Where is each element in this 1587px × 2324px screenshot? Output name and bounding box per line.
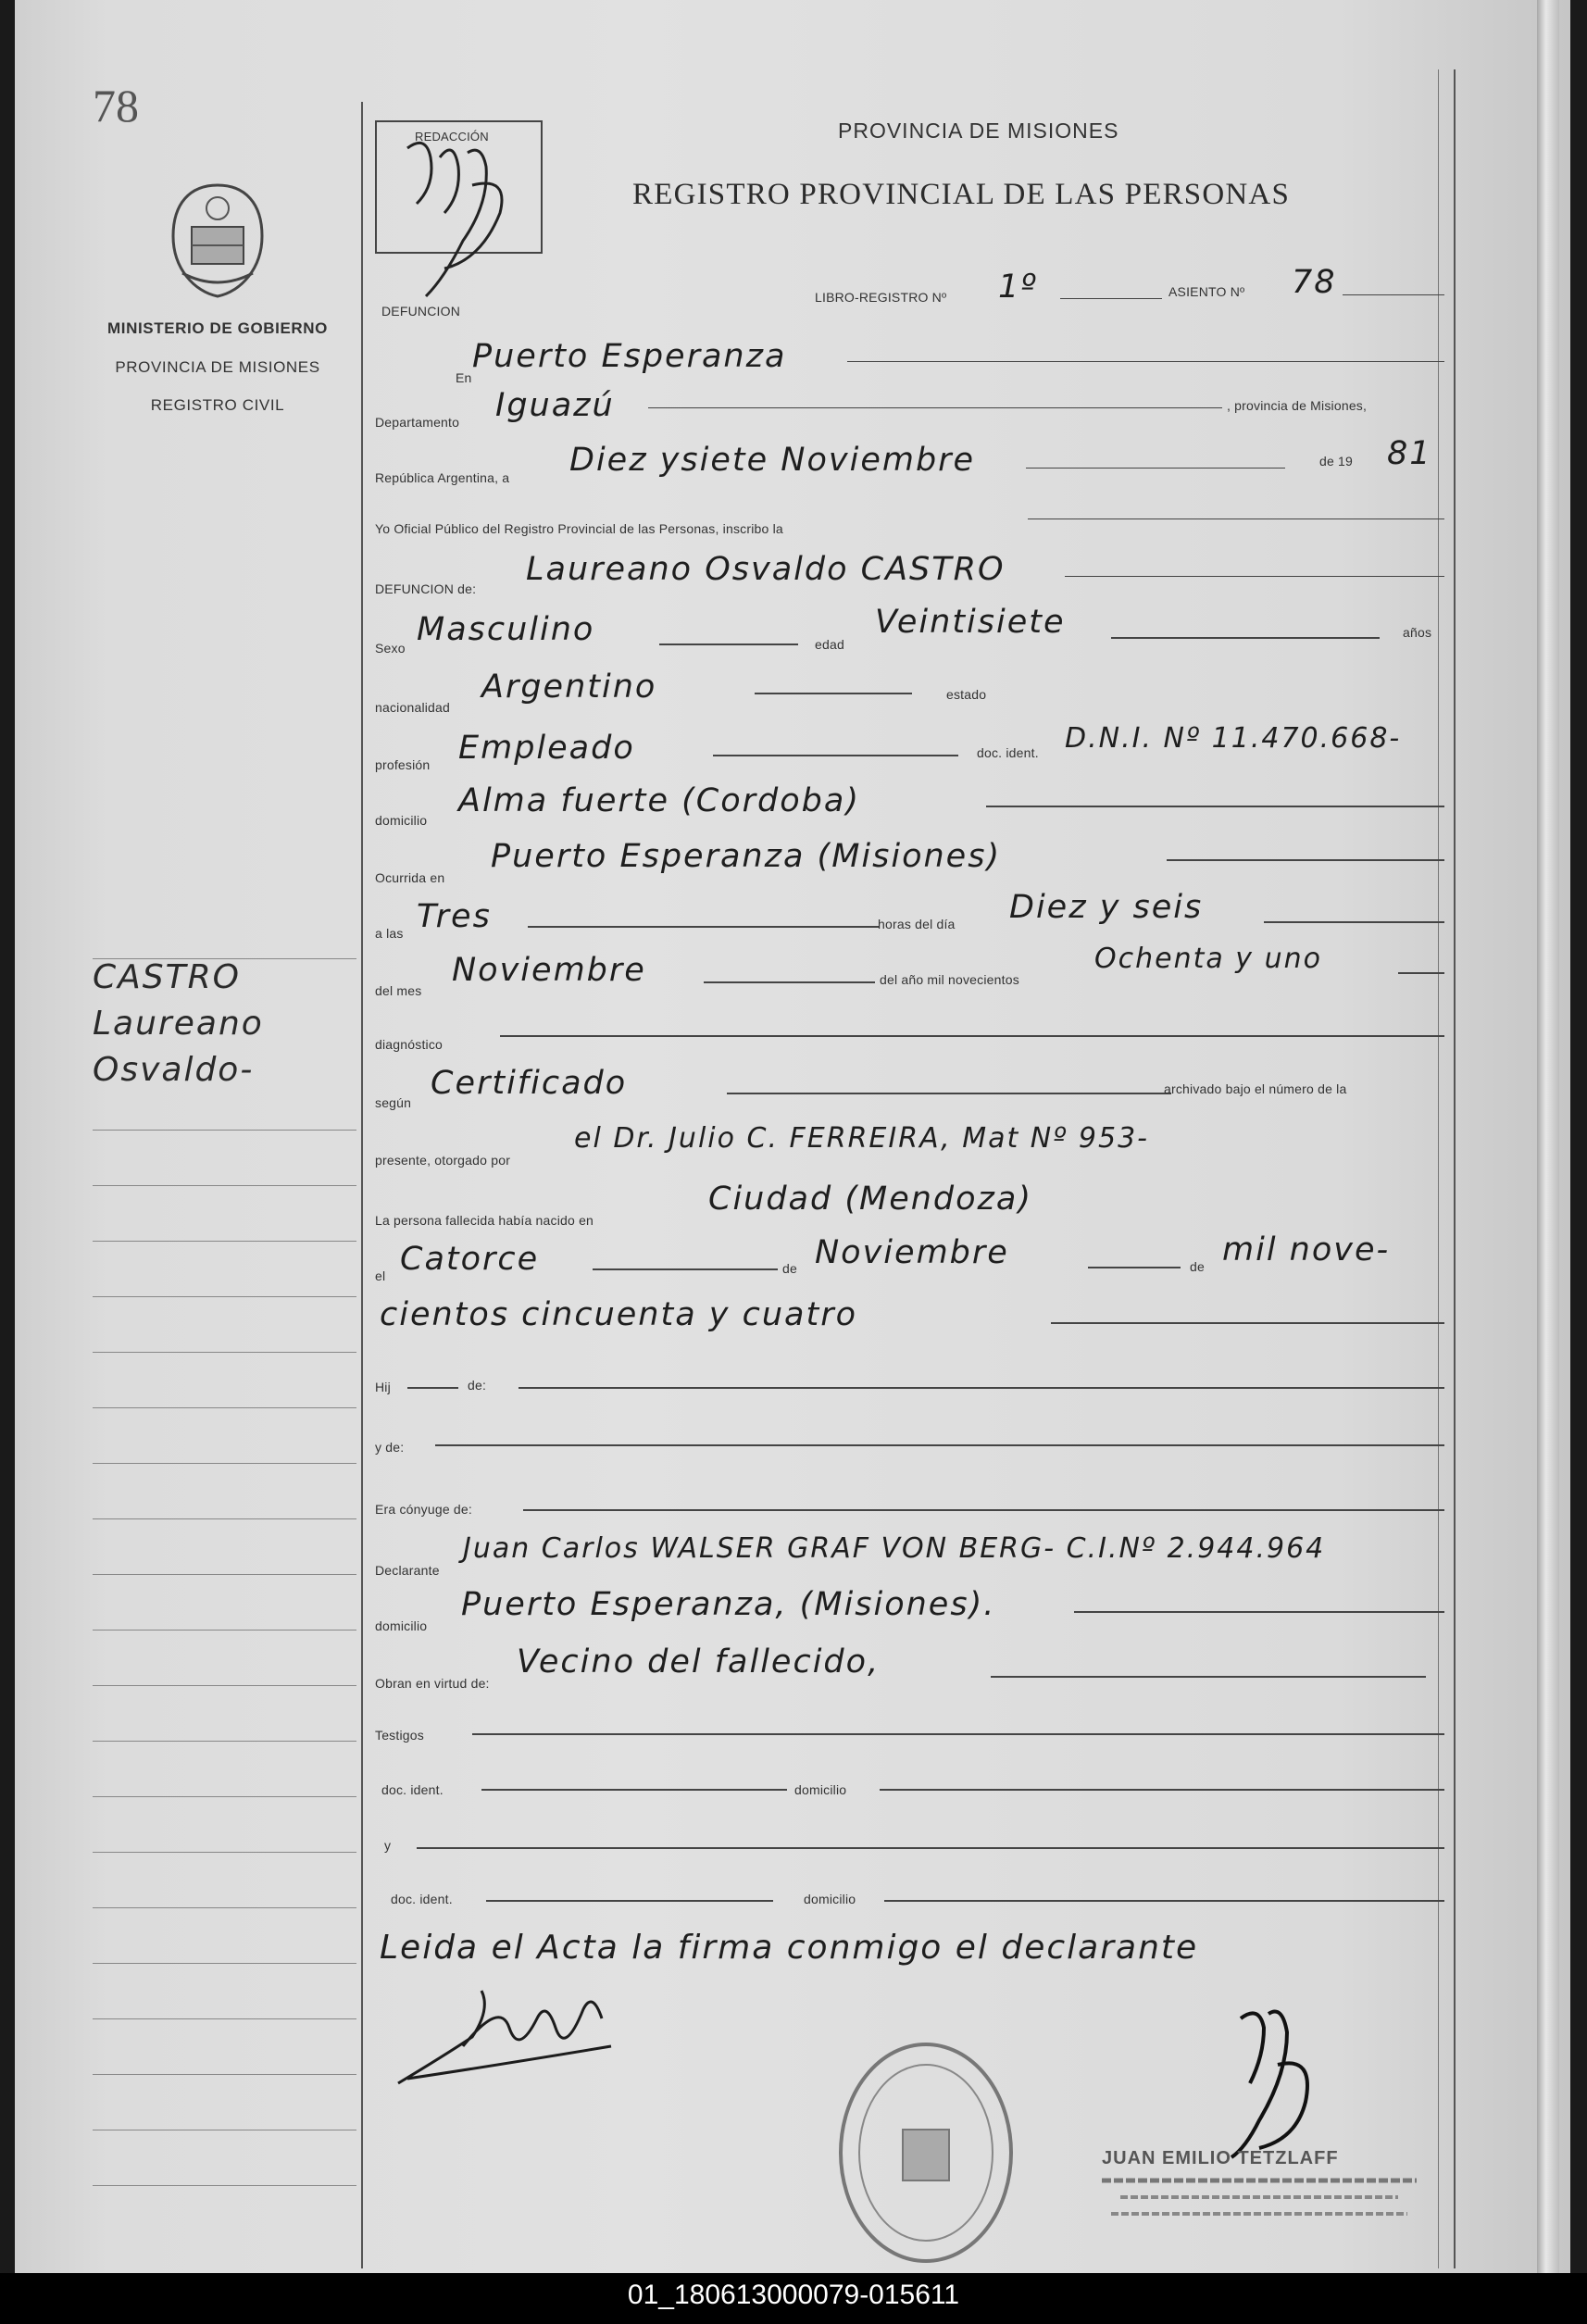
- el-label: el: [375, 1268, 386, 1283]
- edad-value: Veintisiete: [875, 604, 1066, 641]
- year-prefix-label: de 19: [1319, 454, 1354, 469]
- archivado-label: archivado bajo el número de la: [1164, 1081, 1347, 1096]
- hij-de-label: de:: [468, 1378, 487, 1393]
- sexo-value: Masculino: [417, 611, 595, 648]
- en-label: En: [456, 370, 472, 385]
- nacionalidad-line: [755, 693, 912, 694]
- dia-value: Diez y seis: [1009, 889, 1204, 926]
- ocurrida-line: [1167, 859, 1444, 861]
- testigo2-dom-line: [884, 1900, 1444, 1902]
- conyuge-label: Era cónyuge de:: [375, 1502, 472, 1517]
- nacionalidad-label: nacionalidad: [375, 700, 451, 715]
- alas-label: a las: [375, 926, 404, 941]
- domicilio2-label: domicilio: [375, 1618, 428, 1633]
- segun-label: según: [375, 1095, 412, 1110]
- testigos-label: Testigos: [375, 1728, 424, 1743]
- asiento-value: 78: [1292, 264, 1337, 301]
- testigo1-dom-label: domicilio: [794, 1782, 847, 1797]
- official-seal-icon: [833, 2037, 1018, 2268]
- mes2-value: Noviembre: [815, 1234, 1009, 1271]
- official-stamp-text-lines-icon: [1093, 2171, 1426, 2227]
- form-right-border: [1454, 69, 1456, 2268]
- oficial-label: Yo Oficial Público del Registro Provincial de las Personas, inscribo la: [375, 521, 783, 536]
- republica-label: República Argentina, a: [375, 470, 510, 485]
- ministry-name: MINISTERIO DE GOBIERNO: [107, 319, 328, 337]
- declarante-label: Declarante: [375, 1563, 440, 1578]
- deceased-name: Laureano Osvaldo CASTRO: [526, 551, 1006, 588]
- ano2-line: [1051, 1322, 1444, 1324]
- redaccion-label: REDACCIÓN: [415, 130, 489, 144]
- testigo1-dom-line: [880, 1789, 1444, 1791]
- book-spine: [1537, 0, 1559, 2273]
- dia-line: [1264, 921, 1444, 923]
- diagnostico-label: diagnóstico: [375, 1037, 444, 1052]
- hij-label: Hij: [375, 1380, 391, 1394]
- obran-line: [991, 1676, 1426, 1678]
- form-left-border: [361, 102, 363, 2268]
- edad-label: edad: [815, 637, 844, 652]
- presente-label: presente, otorgado por: [375, 1153, 511, 1168]
- provincial-coat-of-arms-icon: [162, 181, 273, 301]
- asiento-label: ASIENTO Nº: [1168, 284, 1245, 299]
- testigo2-doc-line: [486, 1900, 773, 1902]
- mes-value: Noviembre: [452, 952, 646, 989]
- en-value: Puerto Esperanza: [472, 338, 787, 375]
- hij-line: [519, 1387, 1444, 1389]
- segun-line: [727, 1093, 1171, 1094]
- deceased-line: [1065, 576, 1444, 577]
- profesion-label: profesión: [375, 757, 431, 772]
- margin-note-firstname: Laureano: [93, 1005, 264, 1043]
- margin-note-middlename: Osvaldo-: [93, 1051, 255, 1089]
- page-number: 78: [93, 80, 139, 131]
- yde-line: [435, 1444, 1444, 1446]
- estado-label: estado: [946, 687, 987, 702]
- form-right-inner-border: [1438, 69, 1439, 2268]
- asiento-line: [1343, 294, 1444, 295]
- ocurrida-value: Puerto Esperanza (Misiones): [491, 838, 1002, 875]
- ano-line: [1398, 972, 1444, 974]
- obran-value: Vecino del fallecido,: [517, 1643, 881, 1681]
- domicilio-label: domicilio: [375, 813, 428, 828]
- header-province: PROVINCIA DE MISIONES: [838, 119, 1119, 143]
- conyuge-line: [523, 1509, 1444, 1511]
- edad-line: [1111, 637, 1380, 639]
- fecha-line: [1026, 468, 1285, 469]
- ano2-value: mil nove-: [1222, 1231, 1391, 1268]
- libro-label: LIBRO-REGISTRO Nº: [815, 290, 947, 305]
- profesion-line: [713, 755, 958, 756]
- official-stamp-name: JUAN EMILIO TETZLAFF: [1102, 2148, 1339, 2168]
- libro-line: [1060, 298, 1162, 299]
- departamento-value: Iguazú: [495, 387, 615, 424]
- margin-note-surname: CASTRO: [93, 958, 241, 996]
- declarante-value: Juan Carlos WALSER GRAF VON BERG- C.I.Nº 2.944.964: [463, 1532, 1326, 1565]
- de2-label: de: [782, 1261, 797, 1276]
- doc-ident-value: D.N.I. Nº 11.470.668-: [1065, 722, 1402, 755]
- delmes-label: del mes: [375, 983, 422, 998]
- domicilio2-value: Puerto Esperanza, (Misiones).: [461, 1586, 996, 1623]
- testigo1-doc-label: doc. ident.: [381, 1782, 444, 1797]
- nacionalidad-value: Argentino: [481, 668, 657, 706]
- segun-value: Certificado: [431, 1065, 628, 1102]
- official-signature-icon: [1213, 2000, 1324, 2162]
- year-value: 81: [1387, 435, 1432, 472]
- defuncion-type-label: DEFUNCION: [381, 304, 461, 319]
- redaccion-signature-icon: [389, 130, 528, 306]
- el-line: [593, 1268, 778, 1270]
- departamento-line: [648, 407, 1222, 408]
- presente-value: el Dr. Julio C. FERREIRA, Mat Nº 953-: [574, 1122, 1149, 1155]
- sexo-label: Sexo: [375, 641, 406, 656]
- closing-statement: Leida el Acta la firma conmigo el declarante: [380, 1929, 1199, 1967]
- ministry-province: PROVINCIA DE MISIONES: [115, 358, 320, 376]
- provincia-label: , provincia de Misiones,: [1227, 398, 1368, 413]
- profesion-value: Empleado: [458, 730, 635, 767]
- obran-label: Obran en virtud de:: [375, 1676, 490, 1691]
- domicilio-line: [986, 806, 1444, 807]
- anos-label: años: [1403, 625, 1432, 640]
- nacido-value: Ciudad (Mendoza): [708, 1181, 1033, 1218]
- footer-image-id: 01_180613000079-015611: [627, 2280, 960, 2310]
- testigo2-dom-label: domicilio: [804, 1892, 856, 1906]
- ano-value: Ochenta y uno: [1094, 943, 1322, 975]
- declarant-signature-icon: [389, 1972, 630, 2102]
- testigo2-doc-label: doc. ident.: [391, 1892, 453, 1906]
- de3-label: de: [1190, 1259, 1205, 1274]
- testigos-line: [472, 1733, 1444, 1735]
- el-value: Catorce: [400, 1241, 540, 1278]
- testigo1-doc-line: [481, 1789, 787, 1791]
- diagnostico-line: [500, 1035, 1444, 1037]
- en-line: [847, 361, 1444, 362]
- header-registry: REGISTRO PROVINCIAL DE LAS PERSONAS: [632, 178, 1291, 211]
- mes-line: [704, 981, 875, 983]
- hij-short-line: [407, 1387, 458, 1389]
- ocurrida-label: Ocurrida en: [375, 870, 445, 885]
- mes2-line: [1088, 1267, 1181, 1268]
- testigo2-line: [417, 1847, 1444, 1849]
- y-label: y: [384, 1838, 392, 1853]
- alas-line: [528, 926, 880, 928]
- libro-value: 1º: [998, 269, 1038, 306]
- sexo-line: [659, 643, 798, 645]
- ministry-registry: REGISTRO CIVIL: [150, 396, 285, 414]
- doc-ident-label: doc. ident.: [977, 745, 1039, 760]
- departamento-label: Departamento: [375, 415, 460, 430]
- ano2-cont-value: cientos cincuenta y cuatro: [380, 1296, 858, 1333]
- horas-label: horas del día: [878, 917, 956, 931]
- nacido-label: La persona fallecida había nacido en: [375, 1213, 594, 1228]
- yde-label: y de:: [375, 1440, 405, 1455]
- alas-value: Tres: [417, 898, 492, 935]
- defuncion-de-label: DEFUNCION de:: [375, 581, 477, 596]
- domicilio2-line: [1074, 1611, 1444, 1613]
- fecha-value: Diez ysiete Noviembre: [569, 442, 976, 479]
- delano-label: del año mil novecientos: [880, 972, 1019, 987]
- domicilio-value: Alma fuerte (Cordoba): [458, 782, 860, 819]
